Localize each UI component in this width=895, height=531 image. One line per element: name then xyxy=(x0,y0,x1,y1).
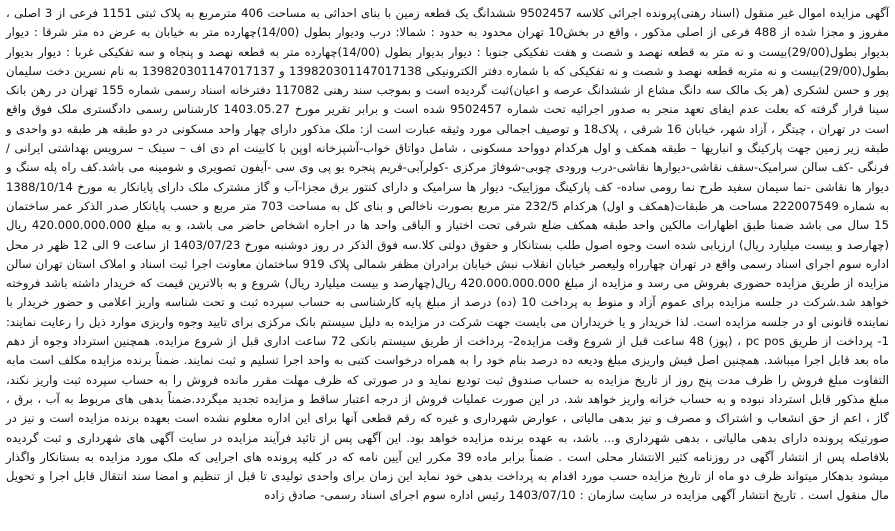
auction-notice-text: آگهی مزایده اموال غیر منقول (اسناد رهنی)پرونده اجرائی کلاسه 9502457 ششدانگ یک قطعه زمین با بنای احداثی به مساحت 406 مترمربع به پلاک ثبتی 1151 فرعی از 3 اصلی ، مفروز و مجزا شده از 488 فرعی از اصلی مذکور ، واقع در بخش10 تهران محدود به حدود : شمالا: درب ودیوار بطول (14/00)چهارده متر به خیابان به عرض ده متر شرقا : دیوار بدیوار بطول(29/00)بیست و نه متر به قطعه نهصد و شصت و هفت تفکیکی جنوبا : دیوار بدیوار بطول (14/00)چهارده متر به قطعه نهصد و پنجاه و سه تفکیکی غربا : دیوار بدیوار بطول(29/00)بیست و نه متربه قطعه نهصد و شصت و نه تفکیکی که با شماره دفتر الکترونیکی 139820301147017138 و 139820301147017137 به نام نسرین دخت سلیمان پور و حسن لشکری (هر یک مالک سه دانگ مشاع از ششدانگ عرصه و اعیان)ثبت گردیده است و بموجب سند رهنی 117082 دفترخانه اسناد رسمی شماره 155 تهران در رهن بانک سینا قرار گرفته که بعلت عدم ایفای تعهد منجر به صدور اجرائیه تحت شماره 9502457 شده است و برابر تقریر مورخ 1403.05.27 کارشناس رسمی دادگستری ملک فوق واقع است در تهران ، چیتگر ، آزاد شهر، خیابان 16 شرقی ، پلاک18 و توصیف اجمالی مورد وثیقه عبارت است از: ملک مذکور دارای چهار واحد مسکونی در دو طبقه هر طبقه دو واحدی و طبقه زیر زمین جهت پارکینگ و انباریها – طبقه همکف و اول هرکدام دوواحد مسکونی ، شامل دواتاق خواب-آشپزخانه اوپن با کابینت ام دی اف – سینک – سرویس بهداشتی ایرانی /فرنگی -کف سالن سرامیک-سقف نقاشی-دیوارها نقاشی-درب ورودی چوبی-شوفاژ مرکزی -کولرآبی-فریم پنجره یو پی وی سی -آیفون تصویری و شومینه می باشد.کف راه پله سنگ و دیوار ها نقاشی -نما سیمان سفید طرح نما رومی ساده- کف پارکینگ موزاییک- دیوار ها سرامیک و دارای کنتور برق مجزا-آب و گاز مشترک ملک دارای پایانکار به مورخ 1388/10/14 به شماره 222007549 مساحت هر طبقات(همکف و اول) هرکدام 232/5 متر مربع بصورت ناخالص و بنای کل به مساحت 703 متر مربع و حسب پایانکار صدر الذکر عمر ساختمان 15 سال می باشد ضمنا طبق اظهارات مالکین واحد طبقه همکف ضلع شرقی تحت اختیار و الباقی واحد ها در اجاره اشخاص حاضر می باشد، و به مبلغ 420.000.000.000 ریال (چهارصد و بیست میلیارد ریال) ارزیابی شده است وجوه اصول طلب بستانکار و حقوق دولتی کلا.سه فوق الذکر در روز دوشنبه مورخ 1403/07/23 از ساعت 9 الی 12 ظهر در محل اداره سوم اجرای اسناد رسمی واقع در تهران چهارراه ولیعصر خیابان انقلاب نبش خیابان برادران مظفر شمالی پلاک 919 ساختمان معاونت اجرا ثبت اسناد و املاک استان تهران سالن مزایده از طریق مزایده حضوری بفروش می رسد و مزایده از مبلغ 420.000.000.000 ریال(چهارصد و بیست میلیارد ریال) شروع و به بالاترین قیمت که خریدار داشته باشد فروخته خواهد شد.شرکت در جلسه مزایده برای عموم آزاد و منوط به پرداخت 10 (ده) درصد از مبلغ پایه کارشناسی به حساب سپرده ثبت و تحت شناسه واریز اعلامی و حضور خریدار با نماینده قانونی او در جلسه مزایده است. لذا خریدار و یا خریداران می بایست جهت شرکت در مزایده به دلیل سیستم بانک مرکزی برای تایید وجوه واریزی موارد ذیل را رعایت نمایند: 1- پرداخت از طریق pc pos ، (پوز) 48 ساعت قبل از شروع وقت مزایده2- پرداخت از طریق سیستم بانکی 72 ساعت اداری قبل از شروع مزایده. همچنین استرداد وجوه از دهم ماه بعد قابل اجرا میباشد. همچنین اصل فیش واریزی مبلغ ودیعه ده درصد بنام خود را به همراه درخواست کتبی به واحد اجرا تسلیم و ثبت نمایند. ضمناً برنده مزایده مکلف است مابه التفاوت مبلغ فروش را ظرف مدت پنج روز از تاریخ مزایده به حساب صندوق ثبت تودیع نماید و در صورتی که ظرف مهلت مقرر مانده فروش را به حساب سپرده ثبت واریز نکند، مبلغ مذکور قابل استرداد نبوده و به حساب خزانه واریز خواهد شد. در این صورت عملیات فروش از درجه اعتبار ساقط و مزایده تجدید میگردد.ضمناً بدهی های مربوط به آب ، برق ، گاز ، اعم از حق انشعاب و اشتراک و مصرف و نیز بدهی مالیاتی ، عوارض شهرداری و غیره که رقم قطعی آنها برای این اداره معلوم نشده است بعهده برنده مزایده است و نیز در صورتیکه پرونده دارای بدهی مالیاتی ، بدهی شهرداری و... باشد، به عهده برنده مزایده خواهد بود. این آگهی پس از تائید فرآیند مزایده در سایت آگهی های شهرداری و ثبت گردیده بلافاصله پس از انتشار آگهی در روزنامه کثیر الانتشار محلی است . ضمناً برابر ماده 39 مکرر این آیین نامه که در کلیه پرونده های اجرایی که ملک مورد مزایده به بستانکار واگذار میشود بدهکار میتواند ظرف دو ماه از تاریخ مزایده حسب مورد اقدام به پرداخت بدهی خود نماید این زمان برای واحدی تولیدی تا قبل از تنظیم و امضا سند انتقال قابل اجرا و تحویل مال منقول است . تاریخ انتشار آگهی مزایده در سایت سازمان : 1403/07/10 رئیس اداره سوم اجرای اسناد رسمی- صادق زاده xyxy=(6,6,890,503)
